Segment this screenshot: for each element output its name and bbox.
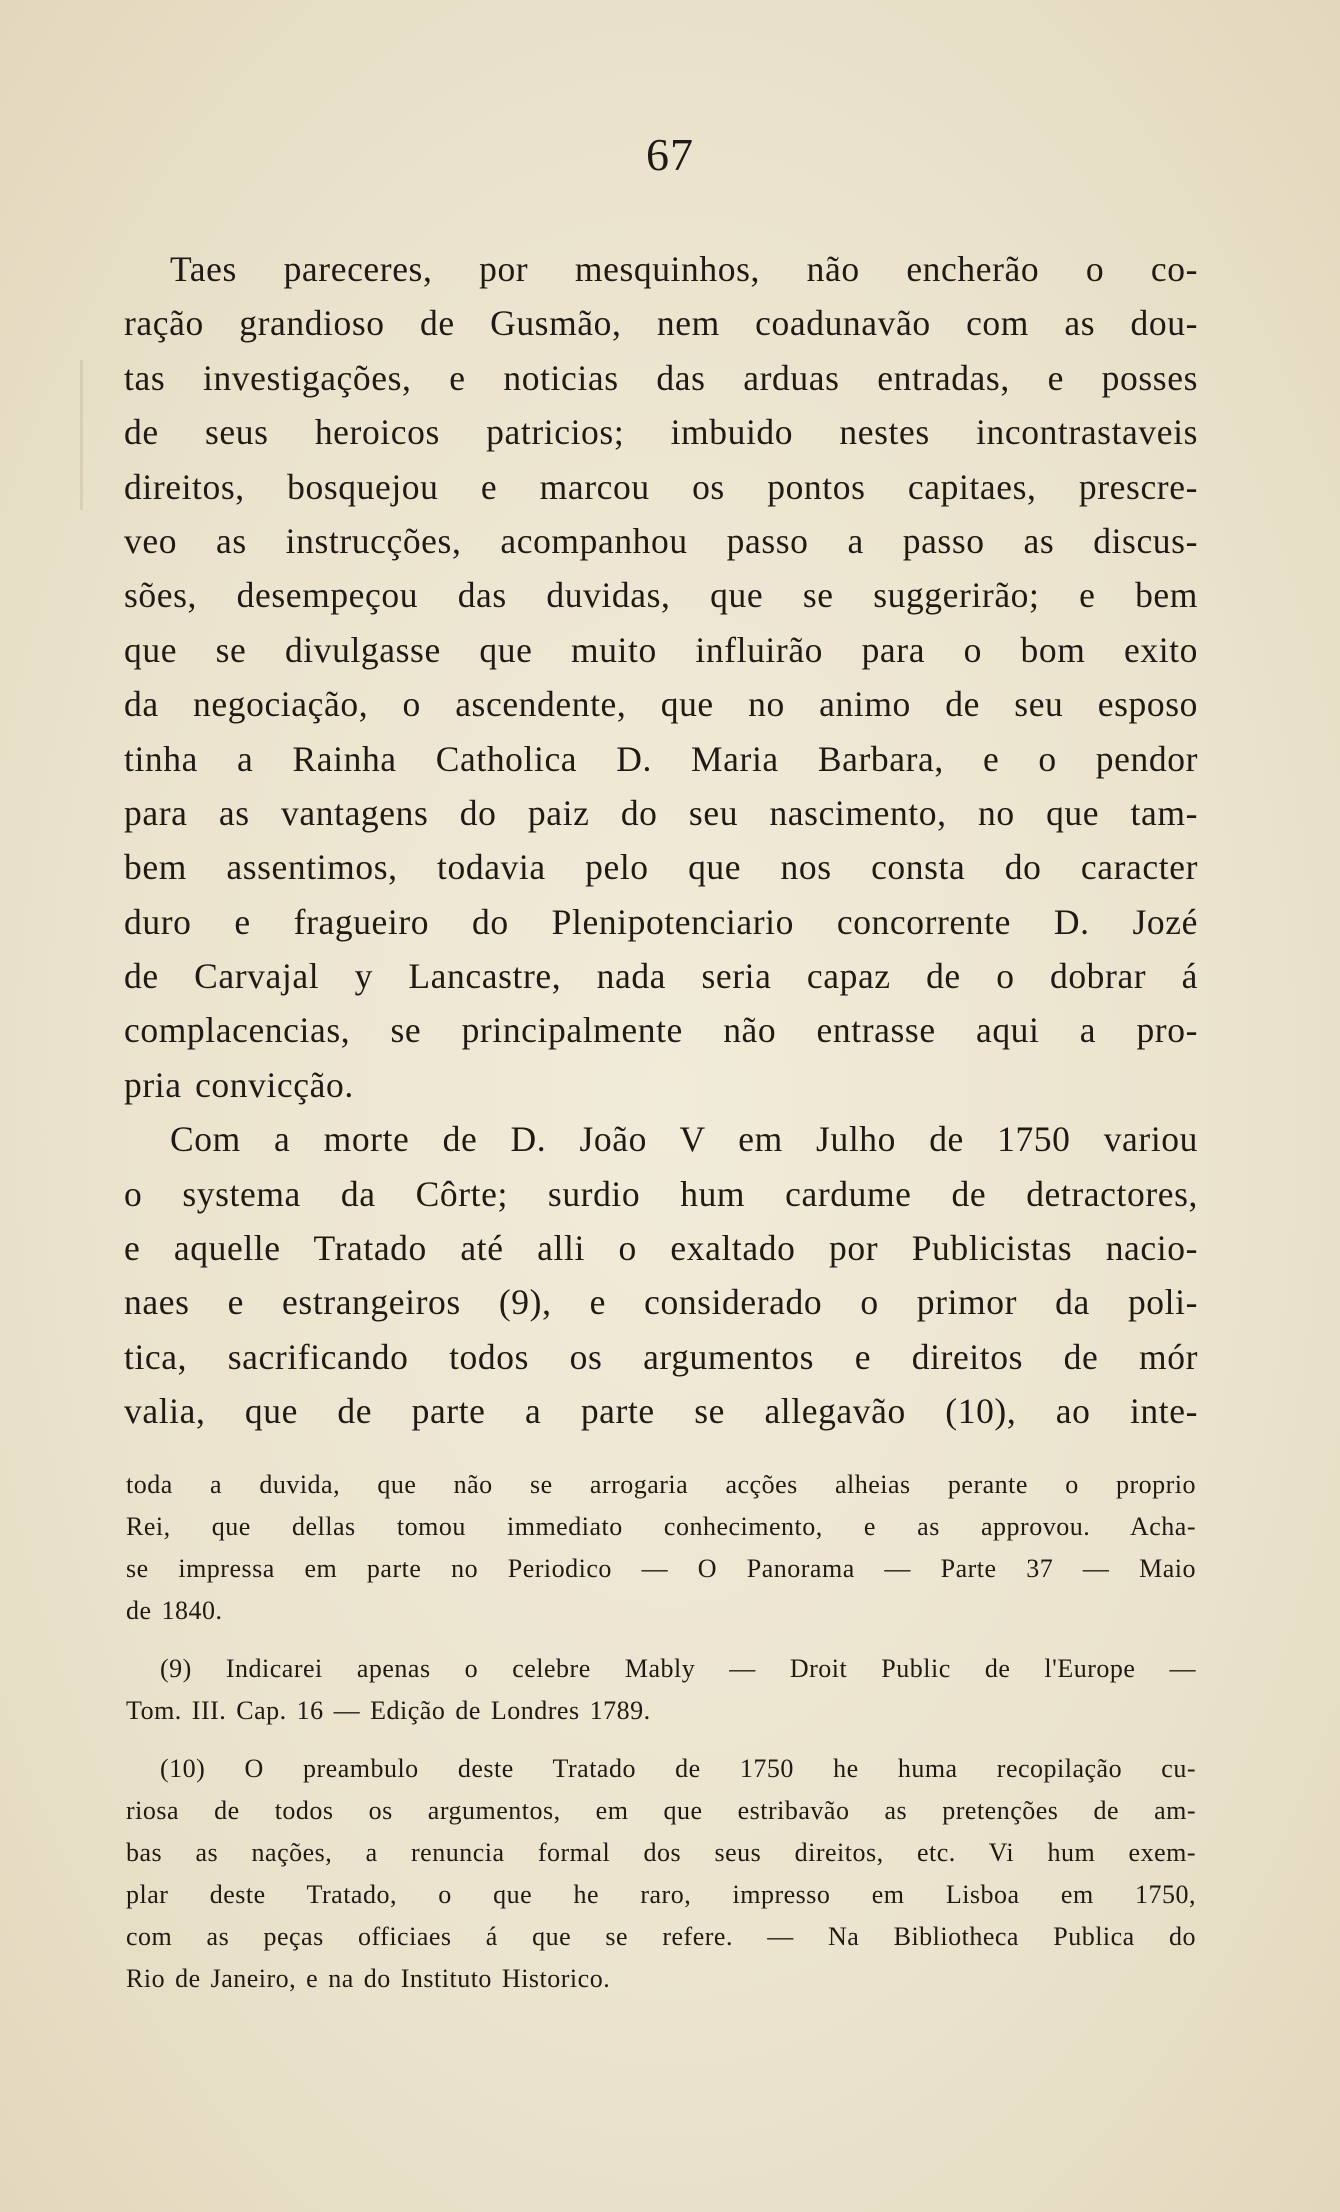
text-line: da negociação, o ascendente, que no animo de seu esposo — [124, 684, 1198, 725]
page-number: 67 — [646, 129, 694, 180]
text-line: valia, que de parte a parte se allegavão (10), ao inte- — [124, 1391, 1198, 1432]
page-stain — [80, 360, 83, 510]
text-line: Com a morte de D. João V em Julho de 1750 variou — [170, 1119, 1198, 1160]
footnote-line: se impressa em parte no Periodico — O Panorama — Parte 37 — Maio — [126, 1554, 1196, 1583]
text-line: sões, desempeçou das duvidas, que se suggerirão; e bem — [124, 575, 1198, 616]
footnote-line: toda a duvida, que não se arrogaria acções alheias perante o proprio — [126, 1470, 1196, 1499]
text-line: bem assentimos, todavia pelo que nos consta do caracter — [124, 847, 1198, 888]
text-line: Taes pareceres, por mesquinhos, não encherão o co- — [170, 249, 1198, 289]
footnote-gap — [126, 1732, 1196, 1748]
text-line: duro e fragueiro do Plenipotenciario concorrente D. Jozé — [124, 901, 1198, 942]
text-line: o systema da Côrte; surdio hum cardume de detractores, — [124, 1173, 1198, 1214]
footnote-line: Rio de Janeiro, e na do Instituto Historico. — [126, 1964, 611, 1993]
text-line: de Carvajal y Lancastre, nada seria capaz de o dobrar á — [124, 956, 1198, 997]
text-line: tas investigações, e noticias das arduas entradas, e posses — [124, 357, 1198, 398]
footnote-line: Rei, que dellas tomou immediato conhecimento, e as approvou. Acha- — [126, 1512, 1196, 1541]
footnotes — [126, 1464, 1196, 2000]
text-line: e aquelle Tratado até alli o exaltado por Publicistas nacio- — [124, 1228, 1198, 1269]
text-line: para as vantagens do paiz do seu nascimento, no que tam- — [124, 792, 1198, 833]
text-line: que se divulgasse que muito influirão para o bom exito — [124, 629, 1198, 670]
footnote-line: Tom. III. Cap. 16 — Edição de Londres 1789. — [126, 1696, 651, 1725]
main-text — [124, 242, 1198, 1439]
text-line: veo as instrucções, acompanhou passo a passo as discus- — [124, 520, 1198, 561]
text-line: ração grandioso de Gusmão, nem coadunavão com as dou- — [124, 303, 1198, 344]
footnote-line: com as peças officiaes á que se refere. — Na Bibliotheca Publica do — [126, 1922, 1196, 1951]
text-line: direitos, bosquejou e marcou os pontos capitaes, prescre- — [124, 466, 1198, 507]
text-line: tinha a Rainha Catholica D. Maria Barbara, e o pendor — [124, 738, 1198, 779]
text-line: pria convicção. — [124, 1064, 354, 1105]
footnote-line: riosa de todos os argumentos, em que estribavão as pretenções de am- — [126, 1796, 1196, 1825]
text-line: complacencias, se principalmente não entrasse aqui a pro- — [124, 1010, 1198, 1051]
footnote-line: (10) O preambulo deste Tratado de 1750 he huma recopilação cu- — [160, 1754, 1196, 1783]
text-line: de seus heroicos patricios; imbuido nestes incontrastaveis — [124, 412, 1198, 453]
footnote-line: plar deste Tratado, o que he raro, impresso em Lisboa em 1750, — [126, 1880, 1196, 1909]
text-line: naes e estrangeiros (9), e considerado o primor da poli- — [124, 1282, 1198, 1323]
footnote-line: de 1840. — [126, 1596, 223, 1625]
footnote-line: bas as nações, a renuncia formal dos seus direitos, etc. Vi hum exem- — [126, 1838, 1196, 1867]
text-line: tica, sacrificando todos os argumentos e direitos de mór — [124, 1336, 1198, 1377]
footnote-line: (9) Indicarei apenas o celebre Mably — Droit Public de l'Europe — — [160, 1654, 1196, 1683]
footnote-gap — [126, 1632, 1196, 1648]
